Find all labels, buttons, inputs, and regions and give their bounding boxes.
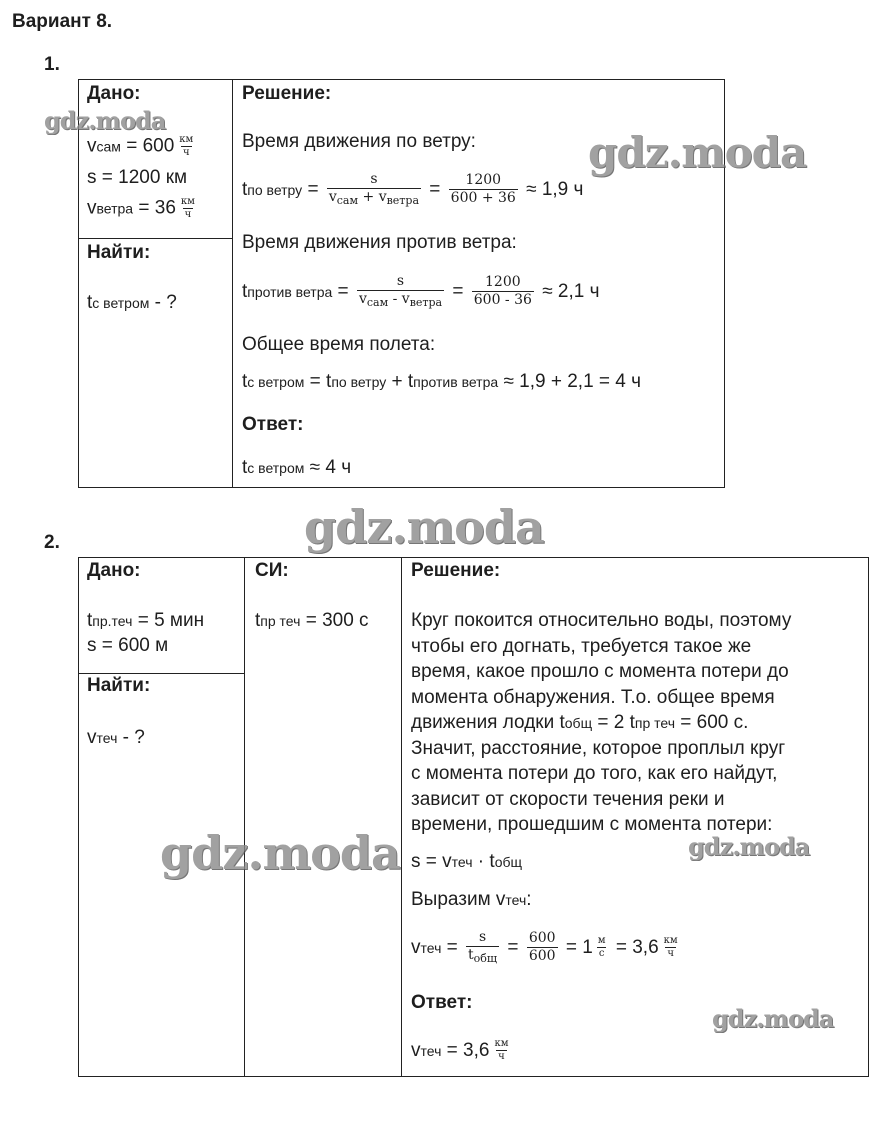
row-divider (78, 238, 232, 239)
given-label: Дано: (87, 560, 141, 581)
solution-line: время, какое прошло с момента потери до (411, 661, 789, 682)
solution-line: с момента потери до того, как его найдут, (411, 763, 778, 784)
formula-total: tс ветром = tпо ветру + tпротив ветра ≈ 1,9 + 2,1 = 4 ч (242, 371, 642, 392)
solution-line: Значит, расстояние, которое проплыл круг (411, 737, 786, 759)
given-v-sam: vсам = 600 $\frac{км}{ч}$ (87, 134, 194, 158)
formula-against-wind: tпротив ветра = $\frac{s}{v_{сам} - v_{ветра}}$ = $\frac{1200}{600 - 36}$ ≈ 2,1 ч (242, 272, 600, 309)
solution-line: чтобы его догнать, требуется такое же (411, 635, 752, 657)
formula-with-wind: tпо ветру = $\frac{s}{v_{сам} + v_{ветра}}$ = $\frac{1200}{600 + 36}$ ≈ 1,9 ч (242, 170, 584, 207)
solution-label: Решение: (411, 560, 501, 581)
step-1-text: Время движения по ветру: (242, 131, 476, 152)
task-1-number: 1. (44, 54, 60, 75)
row-divider (78, 673, 244, 674)
column-divider (401, 557, 402, 1077)
watermark: gdz.moda (588, 128, 807, 177)
watermark: gdz.moda (712, 1004, 834, 1033)
solution-line: момента обнаружения. Т.о. общее время (411, 686, 775, 708)
solution-line: Круг покоится относительно воды, поэтому (411, 610, 792, 631)
watermark: gdz.moda (160, 826, 400, 880)
watermark: gdz.moda (688, 832, 810, 861)
solution-label: Решение: (242, 83, 332, 104)
answer-label: Ответ: (242, 414, 304, 435)
si-value: tпр теч = 300 с (255, 610, 369, 631)
given-label: Дано: (87, 83, 141, 104)
answer-value: vтеч = 3,6 $\frac{км}{ч}$ (411, 1038, 509, 1063)
solution-line: движения лодки tобщ = 2 tпр теч = 600 с. (411, 712, 749, 733)
answer-label: Ответ: (411, 992, 473, 1013)
given-s: s = 600 м (87, 635, 169, 656)
find-value: vтеч - ? (87, 727, 145, 748)
watermark: gdz.moda (304, 500, 544, 554)
given-t: tпр.теч = 5 мин (87, 610, 205, 631)
given-v-wind: vветра = 36 $\frac{км}{ч}$ (87, 196, 195, 220)
page-title: Вариант 8. (12, 11, 113, 32)
given-s: s = 1200 км (87, 167, 188, 188)
column-divider (244, 557, 245, 1077)
step-3-text: Общее время полета: (242, 334, 436, 355)
solution-line: зависит от скорости течения реки и (411, 788, 725, 810)
column-divider (232, 79, 233, 488)
task-2-number: 2. (44, 532, 60, 553)
formula-speed: vтеч = $\frac{s}{t_{общ}}$ = $\frac{600}{600}$ = 1 $\frac{м}{с}$ = 3,6 $\frac{км}{ч}$ (411, 928, 678, 965)
step-2-text: Время движения против ветра: (242, 232, 517, 253)
find-label: Найти: (87, 675, 151, 696)
watermark: gdz.moda (44, 106, 166, 135)
equation-distance: s = vтеч · tобщ (411, 851, 523, 872)
answer-value: tс ветром ≈ 4 ч (242, 457, 352, 478)
find-value: tс ветром - ? (87, 292, 177, 313)
solution-line: времени, прошедшим с момента потери: (411, 814, 773, 835)
find-label: Найти: (87, 242, 151, 263)
si-label: СИ: (255, 560, 289, 581)
express-text: Выразим vтеч: (411, 889, 532, 910)
